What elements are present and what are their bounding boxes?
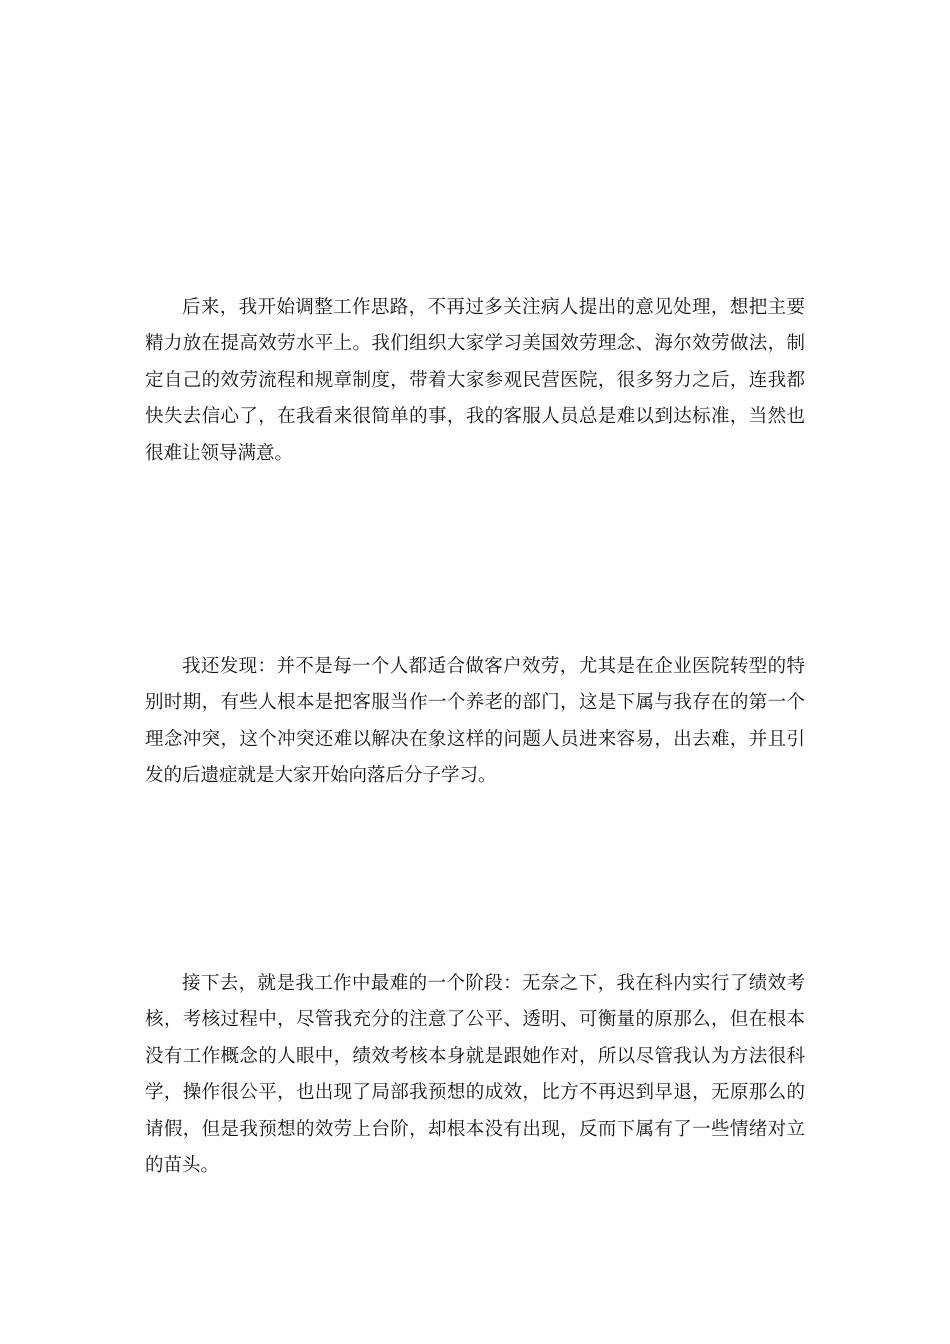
paragraph-adjust-approach: 后来，我开始调整工作思路，不再过多关注病人提出的意见处理，想把主要精力放在提高效劳水平上。我们组织大家学习美国效劳理念、海尔效劳做法，制定自己的效劳流程和规章制度，带着大家参观民营医院，很多努力之后，连我都快失去信心了，在我看来很简单的事，我的客服人员总是难以到达标准，当然也很难让领导满意。 <box>145 297 805 464</box>
paragraph-performance-review: 接下去，就是我工作中最难的一个阶段：无奈之下，我在科内实行了绩效考核，考核过程中，尽管我充分的注意了公平、透明、可衡量的原那么，但在根本没有工作概念的人眼中，绩效考核本身就是跟她作对，所以尽管我认为方法很科学，操作很公平，也出现了局部我预想的成效，比方不再迟到早退，无原那么的请假，但是我预想的效劳上台阶，却根本没有出现，反而下属有了一些情绪对立的苗头。 <box>145 973 805 1177</box>
paragraph-concept-conflict: 我还发现：并不是每一个人都适合做客户效劳，尤其是在企业医院转型的特别时期，有些人根本是把客服当作一个养老的部门，这是下属与我存在的第一个理念冲突，这个冲突还难以解决在象这样的问题人员进来容易，出去难，并且引发的后遗症就是大家开始向落后分子学习。 <box>145 656 805 787</box>
